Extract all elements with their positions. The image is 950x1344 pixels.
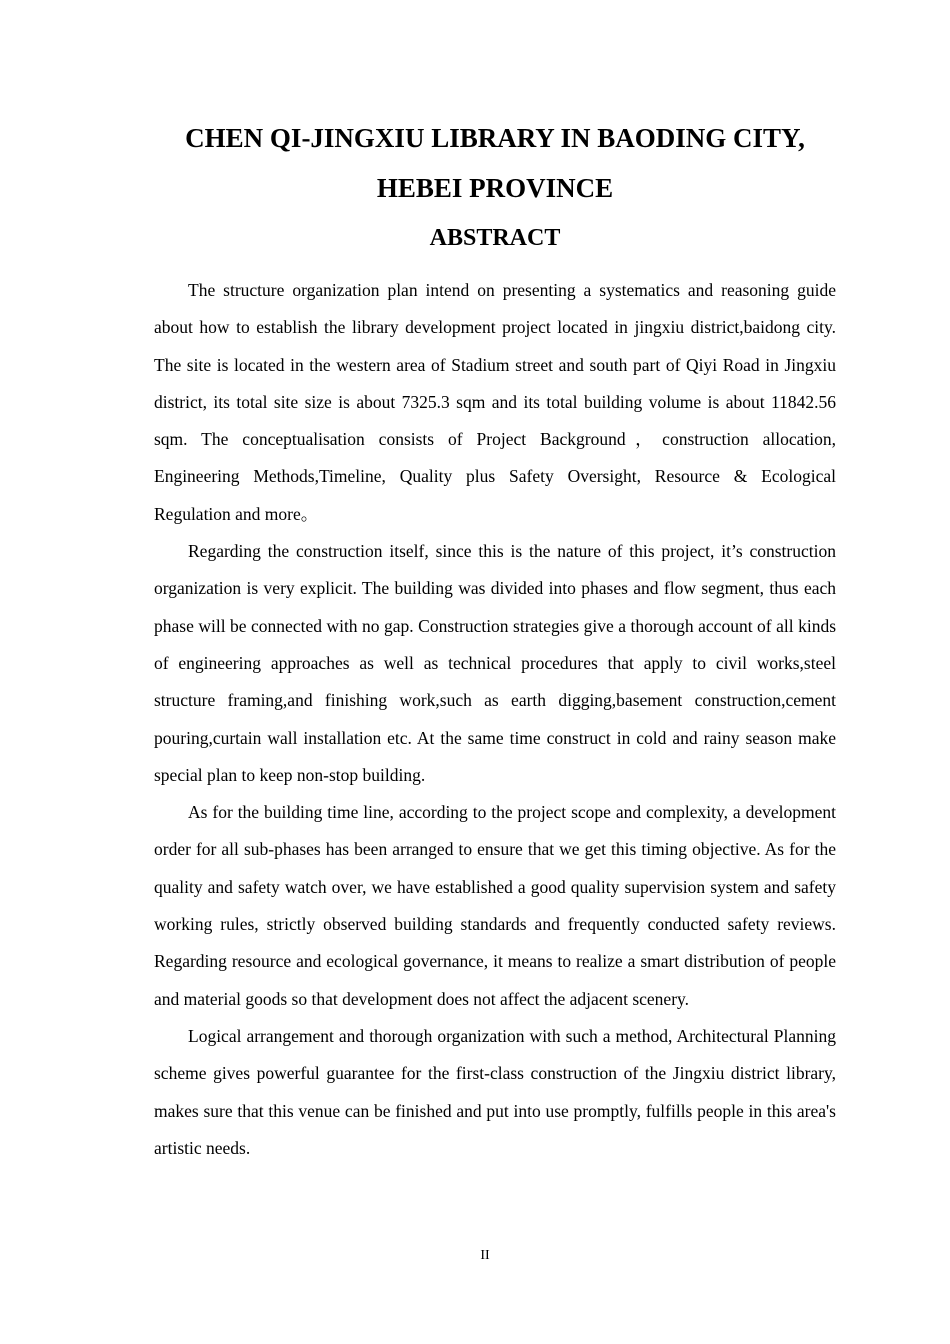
abstract-paragraph-3: As for the building time line, according to the project scope and complexity, a development order for all sub-phases has been arranged to ensure that we get this timing objective. As for the quality and safety watch over, we have established a good quality supervision system and safety working rules, strictly observed building standards and frequently conducted safety reviews. Regarding resource and ecological governance, it means to realize a smart distribution of people and material goods so that development does not affect the adjacent scenery. — [154, 802, 836, 1009]
abstract-heading: ABSTRACT — [429, 225, 561, 251]
abstract-paragraph-4: Logical arrangement and thorough organization with such a method, Architectural Planning scheme gives powerful guarantee for the first-class construction of the Jingxiu district library, makes sure that this venue can be finished and put into use promptly, fulfills people in this area's artistic needs. — [154, 1025, 836, 1158]
document-title-line-2: HEBEI PROVINCE — [376, 173, 614, 203]
abstract-paragraph-1: The structure organization plan intend on presenting a systematics and reasoning guide about how to establish the library development project located in jingxiu district,baidong city. The site is located in the western area of Stadium street and south part of Qiyi Road in Jingxiu district, its total site size is about 7325.3 sqm and its total building volume is about 11842.56 sqm. The conceptualisation consists of Project Background，construction allocation, Engineering Methods,Timeline, Quality plus Safety Oversight, Resource & Ecological Regulation and more。 — [154, 280, 836, 524]
abstract-paragraph-2: Regarding the construction itself, since this is the nature of this project, it’s construction organization is very explicit. The building was divided into phases and flow segment, thus each phase will be connected with no gap. Construction strategies give a thorough account of all kinds of engineering approaches as well as technical procedures that apply to civil works,steel structure framing,and finishing work,such as earth digging,basement construction,cement pouring,curtain wall installation etc. At the same time construct in cold and rainy season make special plan to keep non-stop building. — [154, 541, 836, 785]
document-title-line-1: CHEN QI-JINGXIU LIBRARY IN BAODING CITY, — [185, 123, 805, 153]
page-number: II — [480, 1248, 490, 1263]
abstract-body — [154, 272, 836, 1167]
